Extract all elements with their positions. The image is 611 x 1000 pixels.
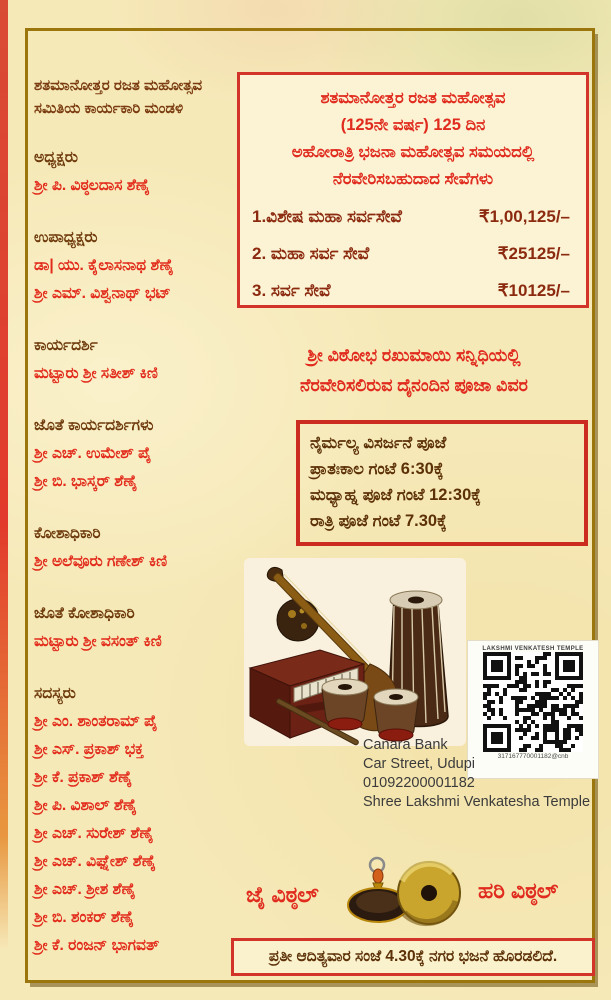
qr-label: LAKSHMI VENKATESH TEMPLE [482, 646, 584, 652]
schedule-line: ರಾತ್ರಿ ಪೂಜೆ ಗಂಟೆ 7.30ಕ್ಕೆ [310, 512, 447, 530]
member-name: ಶ್ರೀ ಎಸ್. ಪ್ರಕಾಶ್ ಭಕ್ತ [34, 741, 144, 758]
member-name: ಶ್ರೀ ಎಚ್. ಉಮೇಶ್ ಪೈ [34, 445, 152, 462]
pooja-schedule-box [296, 420, 588, 546]
member-name: ಶ್ರೀ ಬಿ. ಭಾಸ್ಕರ್ ಶೆಣೈ [34, 473, 138, 490]
bank-account-name: Shree Lakshmi Venkatesha Temple [363, 794, 591, 810]
instruments-image [242, 556, 468, 748]
seva-box-title [240, 75, 586, 193]
seva-title-line: ಅಹೋರಾತ್ರಿ ಭಜನಾ ಮಹೋತ್ಸವ ಸಮಯದಲ್ಲಿ [291, 143, 535, 161]
member-name: ಶ್ರೀ ಎಚ್. ವಿಘ್ನೇಶ್ ಶೆಣೈ [34, 853, 156, 870]
member-name: ಶ್ರೀ ಕೆ. ರಂಜನ್ ಭಾಗವತ್ [34, 937, 160, 954]
seva-item-label: 1.ವಿಶೇಷ ಮಹಾ ಸರ್ವಸೇವೆ [252, 207, 402, 226]
footer-notice-box [231, 938, 595, 976]
committee-section-joint-secretaries [34, 412, 234, 496]
seva-item-label: 3. ಸರ್ವ ಸೇವೆ [252, 281, 331, 300]
committee-title-line1: ಶತಮಾನೋತ್ತರ ರಜತ ಮಹೋತ್ಸವ [34, 77, 203, 94]
scan-edge-strip [0, 0, 8, 950]
seva-item-label: 2. ಮಹಾ ಸರ್ವ ಸೇವೆ [252, 244, 370, 263]
member-name: ಮಟ್ಟಾರು ಶ್ರೀ ಸತೀಶ್ ಕಿಣಿ [34, 365, 158, 382]
seva-price-list [240, 198, 586, 308]
seva-item-price: ₹10125/– [497, 281, 570, 300]
bank-name: Canara Bank [363, 737, 448, 753]
role-heading: ಜೊತೆ ಕೋಶಾಧಿಕಾರಿ [34, 605, 135, 622]
seva-item-row [240, 198, 586, 235]
bank-details [363, 736, 590, 812]
member-name: ಶ್ರೀ ಕೆ. ಪ್ರಕಾಶ್ ಶೆಣೈ [34, 769, 133, 786]
seva-item-row [240, 235, 586, 272]
committee-title-line2: ಸಮಿತಿಯ ಕಾರ್ಯಕಾರಿ ಮಂಡಳಿ [34, 100, 184, 117]
committee-section-president [34, 144, 234, 200]
seva-item-row [240, 272, 586, 308]
member-name: ಶ್ರೀ ಬಿ. ಶಂಕರ್ ಶೆಣೈ [34, 909, 134, 926]
role-heading: ಕಾರ್ಯದರ್ಶಿ [34, 337, 98, 354]
committee-section-members [34, 680, 234, 960]
bank-account-number: 01092200001182 [363, 775, 475, 791]
member-name: ಶ್ರೀ ಎಮ್. ವಿಶ್ವನಾಥ್ ಭಟ್ [34, 285, 171, 302]
member-name: ಮಟ್ಟಾರು ಶ್ರೀ ವಸಂತ್ ಕಿಣಿ [34, 633, 162, 650]
member-name: ಶ್ರೀ ಅಲೆವೂರು ಗಣೇಶ್ ಕಿಣಿ [34, 553, 168, 570]
pooja-intro-line: ನೆರವೇರಿಸಲಿರುವ ದೈನಂದಿನ ಪೂಜಾ ವಿವರ [300, 375, 528, 395]
role-heading: ಸದಸ್ಯರು [34, 685, 76, 702]
cymbals-icon [342, 845, 467, 937]
committee-section-treasurer [34, 520, 234, 576]
member-name: ಶ್ರೀ ಎಂ. ಶಾಂತರಾಮ್ ಪೈ [34, 713, 158, 730]
footer-notice-text: ಪ್ರತೀ ಆದಿತ್ಯವಾರ ಸಂಜೆ 4.30ಕ್ಕೆ ನಗರ ಭಜನೆ ಹೊರಡಲಿದೆ. [268, 948, 558, 965]
seva-price-box [237, 72, 589, 308]
committee-title [34, 74, 234, 120]
seva-item-price: ₹25125/– [497, 244, 570, 263]
schedule-line: ಪ್ರಾತಃಕಾಲ ಗಂಟೆ 6:30ಕ್ಕೆ [310, 460, 444, 478]
committee-section-joint-treasurer [34, 600, 234, 656]
member-name: ಡಾ| ಯು. ಕೈಲಾಸನಾಥ ಶೆಣೈ [34, 257, 174, 274]
schedule-line: ನೈರ್ಮಲ್ಯ ವಿಸರ್ಜನೆ ಪೂಜೆ [310, 434, 447, 452]
committee-section-secretary [34, 332, 234, 388]
role-heading: ಕೋಶಾಧಿಕಾರಿ [34, 525, 101, 542]
seva-title-line: ಶತಮಾನೋತ್ತರ ರಜತ ಮಹೋತ್ಸವ [320, 89, 506, 107]
committee-panel [34, 74, 234, 960]
member-name: ಶ್ರೀ ಪಿ. ವಿಶಾಲ್ ಶೆಣೈ [34, 797, 137, 814]
committee-section-vice-presidents [34, 224, 234, 308]
role-heading: ಉಪಾಧ್ಯಕ್ಷರು [34, 229, 98, 246]
daily-pooja-intro [237, 340, 591, 400]
role-heading: ಅಧ್ಯಕ್ಷರು [34, 149, 78, 166]
member-name: ಶ್ರೀ ಪಿ. ವಿಠ್ಠಲದಾಸ ಶೆಣೈ [34, 177, 150, 194]
member-name: ಶ್ರೀ ಎಚ್. ಸುರೇಶ್ ಶೆಣೈ [34, 825, 154, 842]
schedule-line: ಮಧ್ಯಾಹ್ನ ಪೂಜೆ ಗಂಟೆ 12:30ಕ್ಕೆ [310, 486, 481, 504]
bank-branch: Car Street, Udupi [363, 756, 476, 772]
slogan-jai-vitthal: ಜೈ ವಿಠ್ಠಲ್ [246, 882, 319, 907]
seva-title-line: (125ನೇ ವರ್ಷ) 125 ದಿನ [340, 116, 486, 134]
role-heading: ಜೊತೆ ಕಾರ್ಯದರ್ಶಿಗಳು [34, 417, 154, 434]
member-name: ಶ್ರೀ ಎಚ್. ಶ್ರೀಶ ಶೆಣೈ [34, 881, 136, 898]
seva-item-price: ₹1,00,125/– [478, 207, 570, 226]
qr-upi-id: 317167770001182@cnb [497, 753, 569, 760]
slogan-hari-vitthal: ಹರಿ ವಿಠ್ಠಲ್ [478, 878, 559, 903]
seva-title-line: ನೆರವೇರಿಸಬಹುದಾದ ಸೇವೆಗಳು [332, 170, 494, 188]
pooja-intro-line: ಶ್ರೀ ವಿಠೋಭ ರಖುಮಾಯಿ ಸನ್ನಿಧಿಯಲ್ಲಿ [307, 345, 521, 365]
